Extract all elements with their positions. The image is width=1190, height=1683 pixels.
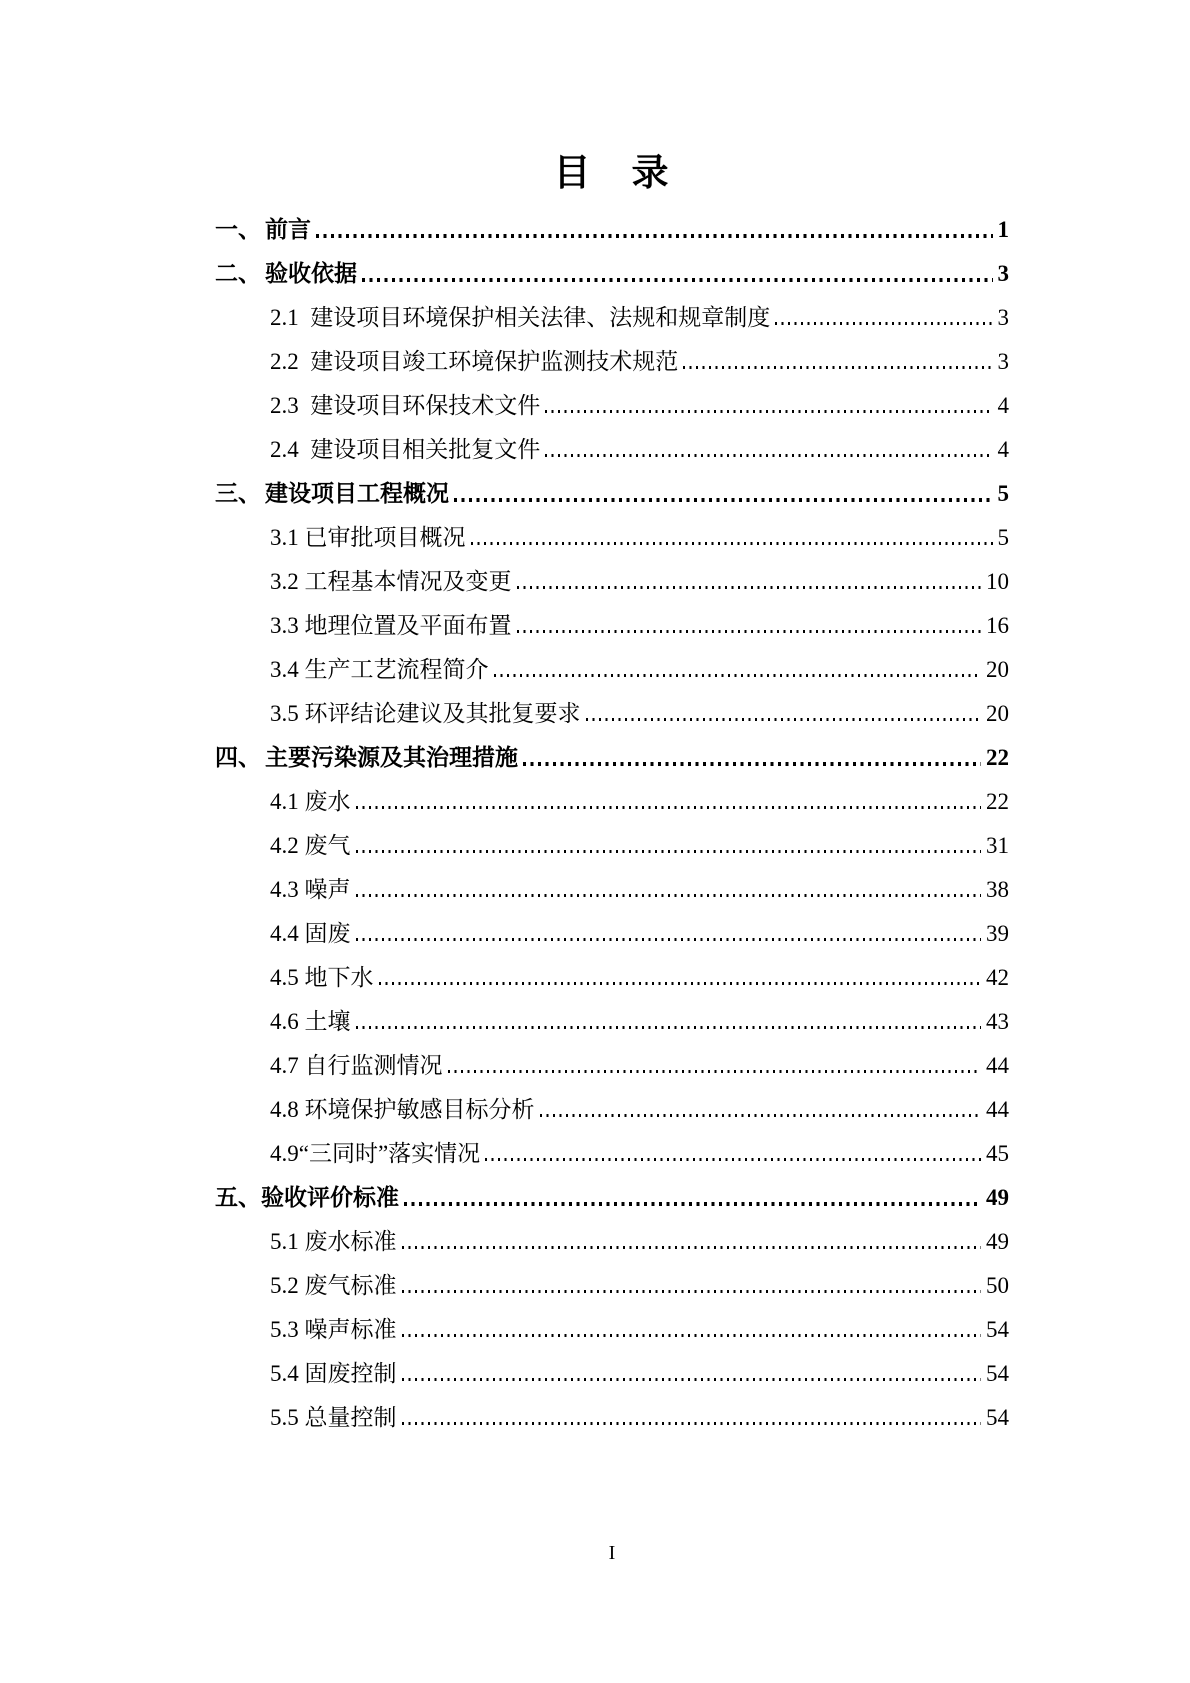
toc-entry-page: 38 bbox=[986, 877, 1009, 902]
toc-entry-title: 验收依据 bbox=[265, 261, 357, 286]
dot-leader bbox=[454, 498, 993, 502]
toc-entry[interactable] bbox=[215, 376, 1009, 420]
toc-entry-title: 5.3 噪声标准 bbox=[270, 1317, 397, 1342]
toc-entry-title: 4.3 噪声 bbox=[270, 877, 351, 902]
dot-leader bbox=[402, 1246, 982, 1249]
toc-entry-page: 50 bbox=[986, 1273, 1009, 1298]
toc-entry-title: 4.5 地下水 bbox=[270, 965, 374, 990]
toc-entry-number: 二、 bbox=[215, 261, 261, 286]
toc-entry-page: 20 bbox=[986, 657, 1009, 682]
toc-entry-title: 3.3 地理位置及平面布置 bbox=[270, 613, 512, 638]
dot-leader bbox=[517, 630, 982, 633]
toc-entry-number: 四、 bbox=[215, 745, 261, 770]
dot-leader bbox=[494, 674, 982, 677]
toc-entry[interactable] bbox=[215, 1212, 1009, 1256]
toc-entry[interactable] bbox=[215, 948, 1009, 992]
toc-entry[interactable] bbox=[215, 200, 1009, 244]
toc-entry[interactable] bbox=[215, 684, 1009, 728]
dot-leader bbox=[379, 982, 982, 985]
toc-entry-number: 三、 bbox=[215, 481, 261, 506]
toc-entry[interactable] bbox=[215, 1036, 1009, 1080]
toc-entry-page: 49 bbox=[986, 1229, 1009, 1254]
toc-entry-page: 1 bbox=[997, 217, 1009, 242]
dot-leader bbox=[448, 1070, 982, 1073]
dot-leader bbox=[356, 806, 982, 809]
toc-entry-title: 4.6 土壤 bbox=[270, 1009, 351, 1034]
toc-entry-title: 4.4 固废 bbox=[270, 921, 351, 946]
dot-leader bbox=[545, 410, 992, 413]
toc-entry-page: 10 bbox=[986, 569, 1009, 594]
toc-entry-page: 3 bbox=[997, 305, 1009, 330]
toc-entry-title: 5.4 固废控制 bbox=[270, 1361, 397, 1386]
toc-entry-title: 2.4 建设项目相关批复文件 bbox=[270, 437, 541, 462]
toc-entry-page: 22 bbox=[986, 789, 1009, 814]
toc-entry[interactable] bbox=[215, 640, 1009, 684]
toc-entry-page: 44 bbox=[986, 1097, 1009, 1122]
toc-entry-page: 3 bbox=[997, 349, 1009, 374]
toc-entry-page: 43 bbox=[986, 1009, 1009, 1034]
toc-entry-page: 4 bbox=[997, 437, 1009, 462]
dot-leader bbox=[540, 1114, 982, 1117]
dot-leader bbox=[471, 542, 993, 545]
toc-entry-page: 49 bbox=[986, 1185, 1009, 1210]
toc-entry[interactable] bbox=[215, 1168, 1009, 1212]
dot-leader bbox=[545, 454, 992, 457]
toc-entry-title: 主要污染源及其治理措施 bbox=[265, 745, 518, 770]
toc-entry-page: 16 bbox=[986, 613, 1009, 638]
dot-leader bbox=[586, 718, 982, 721]
toc-entry[interactable] bbox=[215, 552, 1009, 596]
toc-entry-title: 2.1 建设项目环境保护相关法律、法规和规章制度 bbox=[270, 305, 771, 330]
dot-leader bbox=[356, 894, 982, 897]
toc-entry-title: 4.9“三同时”落实情况 bbox=[270, 1141, 481, 1166]
page-title: 目 录 bbox=[553, 153, 671, 194]
page-number-footer: I bbox=[608, 1542, 616, 1564]
toc-entry-page: 20 bbox=[986, 701, 1009, 726]
toc-entry-page: 39 bbox=[986, 921, 1009, 946]
dot-leader bbox=[316, 234, 993, 238]
toc-entry-page: 5 bbox=[997, 481, 1009, 506]
toc-entry-page: 4 bbox=[997, 393, 1009, 418]
toc-entry-title: 4.2 废气 bbox=[270, 833, 351, 858]
dot-leader bbox=[362, 278, 993, 282]
dot-leader bbox=[523, 762, 981, 766]
toc-entry[interactable] bbox=[215, 1300, 1009, 1344]
toc-entry-title: 前言 bbox=[265, 217, 311, 242]
toc-entry-page: 45 bbox=[986, 1141, 1009, 1166]
toc-entry-title: 建设项目工程概况 bbox=[265, 481, 449, 506]
toc-entry[interactable] bbox=[215, 860, 1009, 904]
toc-entry-page: 54 bbox=[986, 1405, 1009, 1430]
toc-entry-page: 54 bbox=[986, 1361, 1009, 1386]
toc-entry-number: 一、 bbox=[215, 217, 261, 242]
dot-leader bbox=[356, 1026, 982, 1029]
toc-entry[interactable] bbox=[215, 728, 1009, 772]
toc-entry-title: 3.4 生产工艺流程简介 bbox=[270, 657, 489, 682]
toc-entry-title: 4.7 自行监测情况 bbox=[270, 1053, 443, 1078]
dot-leader bbox=[517, 586, 982, 589]
dot-leader bbox=[775, 322, 992, 325]
toc-entry[interactable] bbox=[215, 1388, 1009, 1432]
dot-leader bbox=[402, 1378, 982, 1381]
toc-entry[interactable] bbox=[215, 1080, 1009, 1124]
toc-entry-title: 5.1 废水标准 bbox=[270, 1229, 397, 1254]
toc-entry-title: 验收评价标准 bbox=[261, 1185, 399, 1210]
toc-entry[interactable] bbox=[215, 508, 1009, 552]
toc-entry[interactable] bbox=[215, 288, 1009, 332]
toc-entry-title: 3.1 已审批项目概况 bbox=[270, 525, 466, 550]
dot-leader bbox=[402, 1290, 982, 1293]
toc-entry[interactable] bbox=[215, 816, 1009, 860]
dot-leader bbox=[485, 1158, 981, 1161]
toc-entry-title: 2.3 建设项目环保技术文件 bbox=[270, 393, 541, 418]
toc-entry-title: 3.2 工程基本情况及变更 bbox=[270, 569, 512, 594]
toc-entry-page: 22 bbox=[986, 745, 1009, 770]
toc-entry[interactable] bbox=[215, 1256, 1009, 1300]
dot-leader bbox=[402, 1334, 982, 1337]
toc-list bbox=[215, 200, 1009, 1432]
toc-entry-title: 5.5 总量控制 bbox=[270, 1405, 397, 1430]
toc-entry[interactable] bbox=[215, 244, 1009, 288]
dot-leader bbox=[683, 366, 992, 369]
toc-entry[interactable] bbox=[215, 772, 1009, 816]
toc-entry-page: 42 bbox=[986, 965, 1009, 990]
dot-leader bbox=[356, 938, 982, 941]
toc-entry-page: 44 bbox=[986, 1053, 1009, 1078]
toc-entry[interactable] bbox=[215, 1344, 1009, 1388]
toc-entry-title: 5.2 废气标准 bbox=[270, 1273, 397, 1298]
toc-entry-number: 五、 bbox=[215, 1185, 261, 1210]
toc-entry[interactable] bbox=[215, 464, 1009, 508]
dot-leader bbox=[404, 1202, 981, 1206]
toc-entry[interactable] bbox=[215, 1124, 1009, 1168]
dot-leader bbox=[356, 850, 982, 853]
toc-entry-page: 5 bbox=[997, 525, 1009, 550]
toc-entry[interactable] bbox=[215, 332, 1009, 376]
toc-entry[interactable] bbox=[215, 420, 1009, 464]
toc-entry-title: 4.1 废水 bbox=[270, 789, 351, 814]
toc-entry-title: 2.2 建设项目竣工环境保护监测技术规范 bbox=[270, 349, 679, 374]
toc-entry-title: 3.5 环评结论建议及其批复要求 bbox=[270, 701, 581, 726]
toc-entry[interactable] bbox=[215, 904, 1009, 948]
toc-entry-page: 31 bbox=[986, 833, 1009, 858]
toc-entry-page: 3 bbox=[997, 261, 1009, 286]
dot-leader bbox=[402, 1422, 982, 1425]
toc-entry[interactable] bbox=[215, 992, 1009, 1036]
toc-entry-title: 4.8 环境保护敏感目标分析 bbox=[270, 1097, 535, 1122]
toc-entry-page: 54 bbox=[986, 1317, 1009, 1342]
toc-entry[interactable] bbox=[215, 596, 1009, 640]
